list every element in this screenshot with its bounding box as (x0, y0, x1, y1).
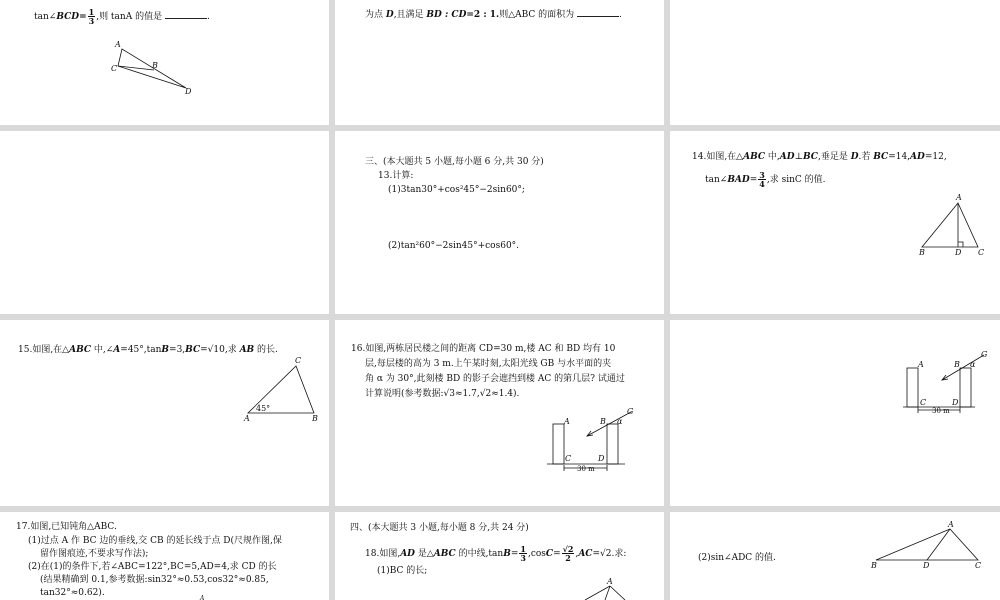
text-mid: ,且满足 (393, 10, 427, 20)
t: A (113, 345, 121, 355)
t: 的长. (254, 345, 278, 355)
panel-12 (670, 512, 1000, 600)
problem-text (365, 7, 622, 22)
t: =√10 (200, 345, 225, 355)
label-c: C (111, 64, 118, 73)
right-angle-mark (958, 242, 963, 247)
panel-3 (670, 0, 1000, 125)
section-heading: 三、(本大题共 5 小题,每小题 6 分,共 30 分) (365, 157, 544, 167)
panel-1 (0, 0, 329, 125)
panel-2 (335, 0, 664, 125)
t: ⊥ (794, 152, 804, 162)
building-bd (960, 368, 971, 407)
label-a: A (244, 414, 250, 423)
t: ,求 (224, 345, 240, 355)
t: BAD (727, 175, 750, 185)
label-c: C (978, 248, 985, 257)
segment-ac (610, 586, 625, 600)
label-a: A (607, 577, 613, 586)
text-end: 的面积为 (535, 10, 575, 20)
fraction-denominator: 3 (520, 553, 526, 563)
panel-11 (335, 512, 664, 600)
triangle-abc (876, 529, 978, 560)
section-heading: 四、(本大题共 3 小题,每小题 8 分,共 24 分) (350, 523, 529, 533)
dist-label: 30 m (932, 407, 950, 415)
text-mid: ,则 tanA 的值是 (96, 12, 163, 22)
label-b: B (312, 414, 318, 423)
t: B (161, 345, 170, 355)
label-d: D (185, 87, 192, 96)
fraction-numerator: √2 (562, 544, 574, 554)
triangle-abc (922, 203, 978, 247)
t: AD (910, 152, 925, 162)
t: BC (873, 152, 889, 162)
fraction-denominator: 4 (759, 179, 765, 189)
t: tan∠ (705, 175, 728, 185)
question-17-part-2c: tan32°≈0.62). (40, 588, 105, 598)
question-17-part-1b: 留作图痕迹,不要求写作法); (40, 549, 149, 559)
figure-stub (0, 512, 329, 600)
question-16-line-3: 角 α 为 30°,此刻楼 BD 的影子会遮挡到楼 AC 的第几层? 试通过 (365, 374, 625, 384)
triangle-figure (0, 0, 329, 125)
label-b: B (152, 61, 158, 70)
t: =√2 (592, 549, 612, 559)
t: 中,∠ (91, 345, 114, 355)
text-tan: tan∠ (34, 12, 57, 22)
t: 14.如图,在△ (692, 152, 744, 162)
t: B (503, 549, 511, 559)
triangle-figure (670, 131, 1000, 314)
question-16-line-1: 16.如图,两栋居民楼之间的距离 CD=30 m,楼 AC 和 BD 均有 10 (351, 344, 616, 354)
fraction-numerator: 1 (520, 544, 526, 554)
label-c: C (565, 454, 572, 463)
building-ac (907, 368, 918, 407)
label-d: D (598, 454, 605, 463)
question-13-part-1: (1)3tan30°+cos²45°−2sin60°; (388, 185, 525, 195)
t: = (553, 549, 561, 559)
text-end: . (206, 12, 210, 22)
question-17-part-1a: (1)过点 A 作 BC 边的垂线,交 CB 的延长线于点 D(尺规作图,保 (28, 536, 282, 546)
label-c: C (920, 398, 927, 407)
label-a: A (948, 520, 954, 529)
t: AD (779, 152, 795, 162)
sun-ray-gb (942, 355, 984, 380)
label-d: D (955, 248, 962, 257)
question-13-part-2: (2)tan²60°−2sin45°+cos60°. (388, 241, 520, 251)
t: ,求 sinC 的值. (766, 175, 826, 185)
t: =45°,tan (120, 345, 162, 355)
t: ABC (69, 345, 92, 355)
panel-9 (670, 320, 1000, 506)
question-17-part-2a: (2)在(1)的条件下,若∠ABC=122°,BC=5,AD=4,求 CD 的长 (28, 562, 277, 572)
t: ,cos (527, 549, 546, 559)
sun-ray-gb (587, 412, 631, 436)
question-16-line-2: 层,每层楼的高为 3 m.上午某时刻,太阳光线 GB 与水平面的夹 (365, 359, 612, 369)
t: = (749, 175, 758, 185)
t: =14, (888, 152, 911, 162)
t: C (545, 549, 554, 559)
buildings-figure (335, 320, 664, 506)
t: AB (239, 345, 255, 355)
label-b: B (600, 417, 606, 426)
t: = (510, 549, 519, 559)
building-bd (607, 424, 618, 464)
t: D (850, 152, 859, 162)
text-bcd: BCD (56, 12, 80, 22)
panel-5 (335, 131, 664, 314)
segment-ab (585, 586, 610, 600)
t: AC (578, 549, 593, 559)
question-17-part-2b: (结果精确到 0.1,参考数据:sin32°≈0.53,cos32°≈0.85, (40, 575, 269, 585)
text-d: D (385, 10, 394, 20)
label-d: D (952, 398, 959, 407)
buildings-figure (670, 320, 1000, 506)
question-18-part-2: (2)sin∠ADC 的值. (698, 553, 776, 563)
panel-6 (670, 131, 1000, 314)
label-g: G (627, 407, 634, 416)
question-17: 17.如图,已知钝角△ABC. (16, 522, 117, 532)
label-alpha: α (970, 360, 976, 369)
t: ABC (433, 549, 456, 559)
label-b: B (871, 561, 877, 570)
t: , (575, 549, 579, 559)
label-a: A (956, 193, 962, 202)
label-b: B (919, 248, 925, 257)
t: 是△ (414, 549, 434, 559)
panel-10 (0, 512, 329, 600)
panel-7 (0, 320, 329, 506)
t: =3, (169, 345, 186, 355)
label-g: G (981, 350, 988, 359)
triangle-figure (670, 512, 1000, 600)
t: AD (400, 549, 415, 559)
t: BC (185, 345, 201, 355)
fraction-denominator: 2 (565, 553, 571, 563)
t: 15.如图,在△ (18, 345, 70, 355)
label-alpha: α (617, 417, 623, 426)
fraction-numerator: 1 (88, 7, 95, 17)
text-eq: = (79, 12, 87, 22)
t: .求: (611, 549, 627, 559)
angle-label: 45° (256, 404, 271, 413)
fraction-denominator: 3 (88, 16, 95, 26)
t: BC (803, 152, 818, 162)
t: .若 (858, 152, 874, 162)
t: 中, (765, 152, 780, 162)
label-a: A (918, 360, 924, 369)
figure-stub (335, 512, 664, 600)
answer-blank[interactable] (577, 7, 619, 17)
arrow-head (942, 375, 948, 380)
t: =12, (924, 152, 947, 162)
text-ratio: BD : CD (426, 10, 467, 20)
text-ratio2: =2 : 1. (466, 10, 500, 20)
text-dot: . (619, 10, 622, 20)
dist-label: 30 m (577, 465, 595, 473)
panel-8 (335, 320, 664, 506)
label-c: C (975, 561, 982, 570)
panel-4 (0, 131, 329, 314)
label-d: D (923, 561, 930, 570)
t: 18.如图, (365, 549, 401, 559)
question-16-line-4: 计算说明(参考数据:√3≈1.7,√2≈1.4). (365, 389, 520, 399)
label-b: B (954, 360, 960, 369)
label-a: A (115, 40, 121, 49)
question-18-part-1: (1)BC 的长; (377, 566, 428, 576)
text-abc: 则△ABC (499, 10, 536, 20)
t: ,垂足是 (817, 152, 851, 162)
triangle-figure (0, 320, 329, 506)
label-a: A (564, 417, 570, 426)
question-13: 13.计算: (378, 171, 414, 181)
label-a: A (200, 595, 205, 600)
fraction-numerator: 3 (759, 170, 765, 180)
text-pre: 为点 (365, 10, 386, 20)
t: 的中线,tan (455, 549, 504, 559)
t: ABC (743, 152, 766, 162)
label-c: C (295, 356, 302, 365)
building-ac (553, 424, 564, 464)
